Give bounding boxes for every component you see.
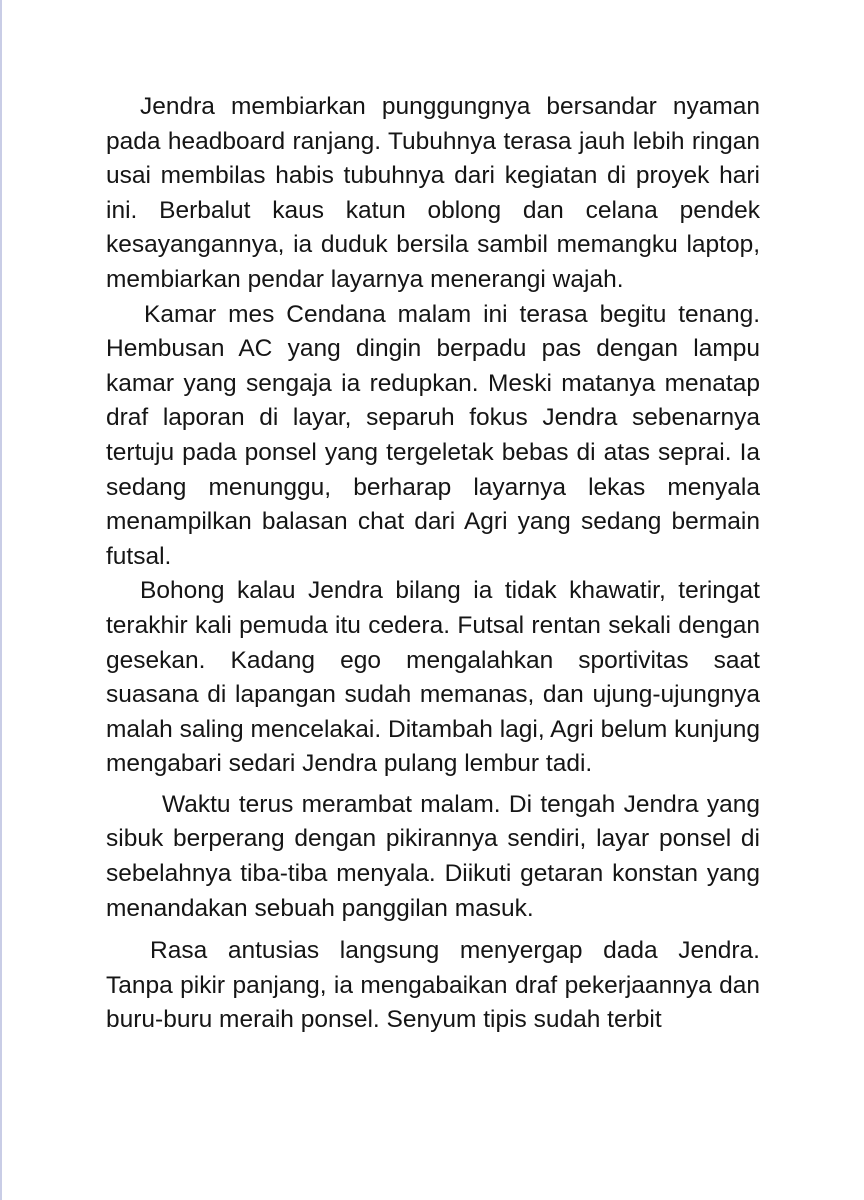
paragraph-5: Rasa antusias langsung menyergap dada Jendra. Tanpa pikir panjang, ia mengabaikan draf pekerjaannya dan buru-buru meraih ponsel. Senyum tipis sudah terbit: [106, 937, 760, 1034]
paragraph-3: Bohong kalau Jendra bilang ia tidak khawatir, teringat terakhir kali pemuda itu cedera. Futsal rentan sekali dengan gesekan. Kadang ego mengalahkan sportivitas saat suasana di lapangan sudah memanas, dan ujung-ujungnya malah saling mencelakai. Ditambah lagi, Agri belum kunjung mengabari sedari Jendra pulang lembur tadi.: [106, 577, 760, 778]
paragraph-4: Waktu terus merambat malam. Di tengah Jendra yang sibuk berperang dengan pikirannya sendiri, layar ponsel di sebelahnya tiba-tiba menyala. Diikuti getaran konstan yang menandakan sebuah panggilan masuk.: [106, 790, 760, 922]
paragraph-2: Kamar mes Cendana malam ini terasa begitu tenang. Hembusan AC yang dingin berpadu pas dengan lampu kamar yang sengaja ia redupkan. Meski matanya menatap draf laporan di layar, separuh fokus Jendra sebenarnya tertuju pada ponsel yang tergeletak bebas di atas seprai. Ia sedang menunggu, berharap layarnya lekas menyala menampilkan balasan chat dari Agri yang sedang bermain futsal.: [106, 300, 760, 570]
page-text: [106, 90, 760, 1038]
paragraph-1: Jendra membiarkan punggungnya bersandar nyaman pada headboard ranjang. Tubuhnya terasa jauh lebih ringan usai membilas habis tubuhnya dari kegiatan di proyek hari ini. Berbalut kaus katun oblong dan celana pendek kesayangannya, ia duduk bersila sambil memangku laptop, membiarkan pendar layarnya menerangi wajah.: [106, 93, 760, 293]
